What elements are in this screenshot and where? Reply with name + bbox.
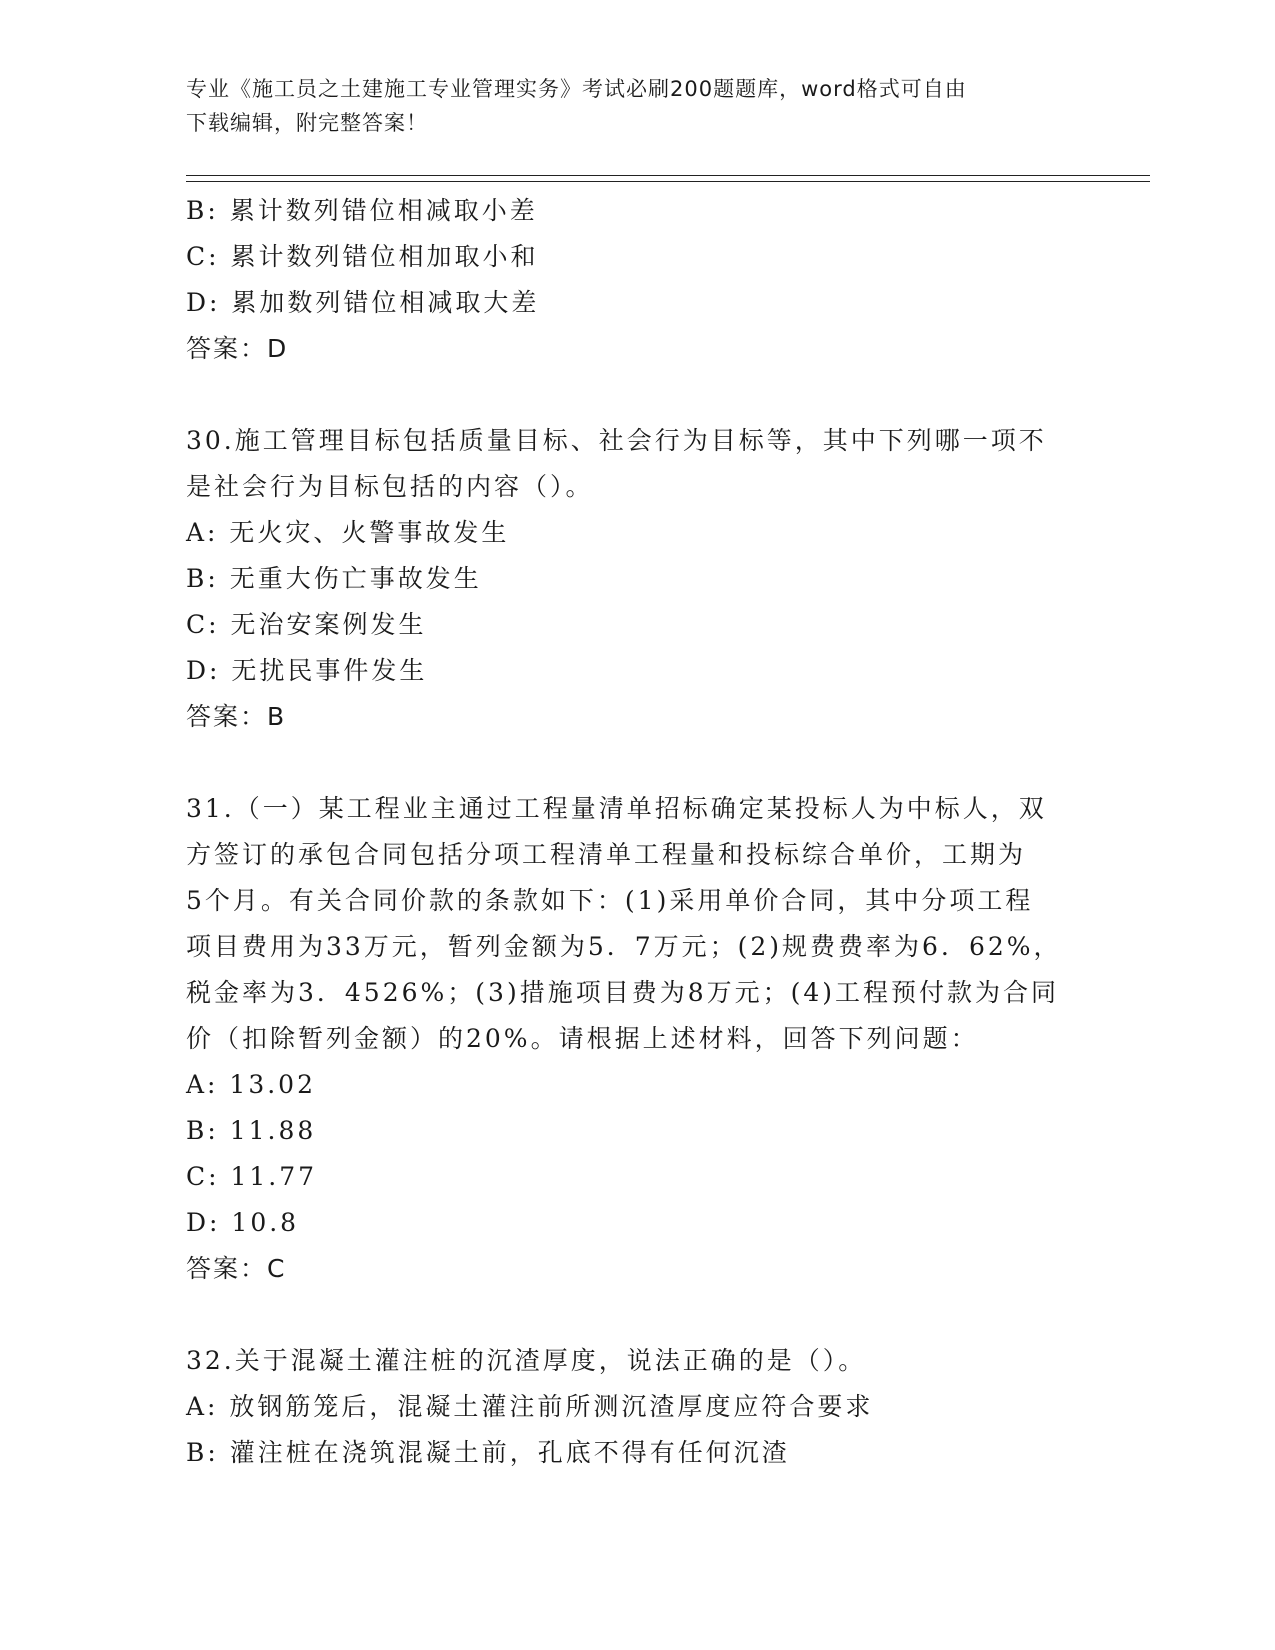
option-a: A: 放钢筋笼后，混凝土灌注前所测沉渣厚度应符合要求	[186, 1392, 874, 1421]
spacer	[186, 740, 1086, 786]
question-stem-line: 税金率为3．4526%；(3)措施项目费为8万元；(4)工程预付款为合同	[186, 978, 1060, 1007]
question-30	[186, 418, 1086, 740]
option-b: B: 11.88	[186, 1116, 317, 1145]
question-29	[186, 188, 1086, 372]
option-b: B: 累计数列错位相减取小差	[186, 196, 538, 225]
question-stem-line: 是社会行为目标包括的内容（）。	[186, 472, 594, 501]
question-stem-line: 项目费用为33万元，暂列金额为5．7万元；(2)规费费率为6．62%，	[186, 932, 1062, 961]
document-header	[186, 72, 1066, 140]
option-d: D: 累加数列错位相减取大差	[186, 288, 540, 317]
option-c: C: 无治安案例发生	[186, 610, 427, 639]
option-d: D: 10.8	[186, 1208, 300, 1237]
option-a: A: 13.02	[186, 1070, 316, 1099]
question-stem-line: 价（扣除暂列金额）的20%。请根据上述材料，回答下列问题：	[186, 1024, 979, 1053]
header-divider-top	[186, 175, 1150, 176]
spacer	[186, 1292, 1086, 1338]
question-stem-line: 32.关于混凝土灌注桩的沉渣厚度，说法正确的是（）。	[186, 1346, 867, 1375]
header-line-1: 专业《施工员之土建施工专业管理实务》考试必刷200题题库，word格式可自由	[186, 77, 967, 101]
question-stem-line: 5个月。有关合同价款的条款如下：(1)采用单价合同，其中分项工程	[186, 886, 1034, 915]
spacer	[186, 372, 1086, 418]
option-b: B: 无重大伤亡事故发生	[186, 564, 482, 593]
question-stem-line: 30.施工管理目标包括质量目标、社会行为目标等，其中下列哪一项不	[186, 426, 1047, 455]
header-divider-bottom	[186, 181, 1150, 182]
question-32	[186, 1338, 1086, 1476]
answer: 答案：D	[186, 334, 289, 363]
question-31	[186, 786, 1086, 1292]
option-c: C: 11.77	[186, 1162, 318, 1191]
answer: 答案：C	[186, 1254, 287, 1283]
answer: 答案：B	[186, 702, 287, 731]
option-a: A: 无火灾、火警事故发生	[186, 518, 510, 547]
question-stem-line: 方签订的承包合同包括分项工程清单工程量和投标综合单价，工期为	[186, 840, 1027, 869]
header-line-2: 下载编辑，附完整答案！	[186, 111, 428, 135]
option-b: B: 灌注桩在浇筑混凝土前，孔底不得有任何沉渣	[186, 1438, 790, 1467]
option-c: C: 累计数列错位相加取小和	[186, 242, 539, 271]
question-stem-line: 31.（一）某工程业主通过工程量清单招标确定某投标人为中标人，双	[186, 794, 1047, 823]
question-list	[186, 188, 1086, 1476]
option-d: D: 无扰民事件发生	[186, 656, 428, 685]
